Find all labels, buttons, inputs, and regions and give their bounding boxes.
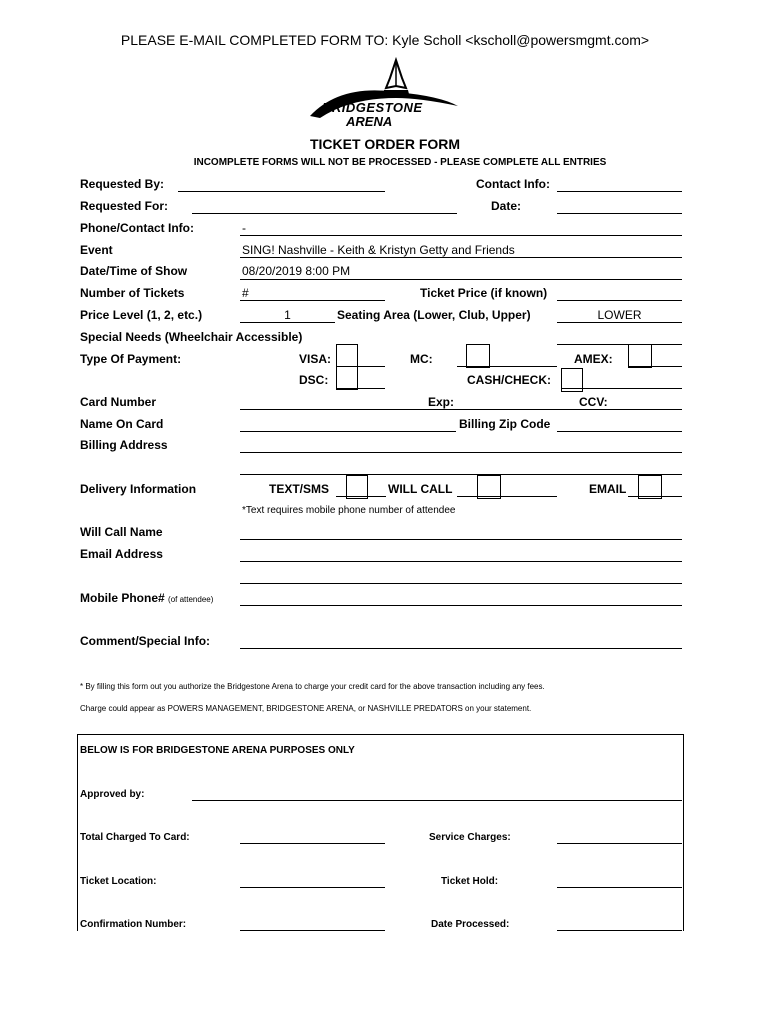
ticket-location-field[interactable] xyxy=(240,887,385,888)
requested-by-field[interactable] xyxy=(178,191,385,192)
will-call-label: WILL CALL xyxy=(388,482,453,496)
cash-check-underline xyxy=(561,388,682,389)
date-processed-label: Date Processed: xyxy=(431,919,510,930)
event-label: Event xyxy=(80,243,113,257)
mobile-phone-label xyxy=(80,591,213,605)
comment-label: Comment/Special Info: xyxy=(80,634,211,648)
approved-by-field[interactable] xyxy=(192,800,682,801)
arena-section-heading: BELOW IS FOR BRIDGESTONE ARENA PURPOSES ONLY xyxy=(80,745,355,756)
date-field[interactable] xyxy=(557,213,682,214)
name-on-card-field[interactable] xyxy=(240,431,456,432)
num-tickets-value[interactable]: # xyxy=(242,286,249,300)
mc-checkbox[interactable] xyxy=(466,344,490,368)
requested-for-label: Requested For: xyxy=(80,199,169,213)
exp-label: Exp: xyxy=(428,395,455,409)
billing-address-field-2[interactable] xyxy=(240,474,682,475)
event-field[interactable] xyxy=(240,257,682,258)
special-needs-label: Special Needs (Wheelchair Accessible) xyxy=(80,330,303,344)
num-tickets-label: Number of Tickets xyxy=(80,286,185,300)
cash-check-label: CASH/CHECK: xyxy=(467,373,551,387)
amex-label: AMEX: xyxy=(574,352,613,366)
phone-contact-value[interactable]: - xyxy=(242,221,246,235)
ticket-price-field[interactable] xyxy=(557,300,682,301)
logo-arena-text: ARENA xyxy=(346,114,393,129)
phone-contact-label: Phone/Contact Info: xyxy=(80,221,194,235)
dsc-label: DSC: xyxy=(299,373,329,387)
date-label: Date: xyxy=(491,199,522,213)
delivery-info-label: Delivery Information xyxy=(80,482,197,496)
contact-info-label: Contact Info: xyxy=(476,177,550,191)
ccv-label: CCV: xyxy=(579,395,608,409)
will-call-underline xyxy=(457,496,557,497)
datetime-value[interactable]: 08/20/2019 8:00 PM xyxy=(242,264,351,278)
ticket-hold-field[interactable] xyxy=(557,887,682,888)
mobile-phone-text: Mobile Phone# xyxy=(80,591,165,605)
ticket-price-label: Ticket Price (if known) xyxy=(420,286,548,300)
requested-for-field[interactable] xyxy=(192,213,457,214)
confirmation-number-label: Confirmation Number: xyxy=(80,919,187,930)
total-charged-field[interactable] xyxy=(240,843,385,844)
visa-checkbox[interactable] xyxy=(336,344,358,368)
billing-address-label: Billing Address xyxy=(80,438,168,452)
email-address-field-2[interactable] xyxy=(240,583,682,584)
will-call-name-label: Will Call Name xyxy=(80,525,163,539)
seating-area-field[interactable] xyxy=(557,322,682,323)
comment-field[interactable] xyxy=(240,648,682,649)
billing-zip-field[interactable] xyxy=(557,431,682,432)
seating-area-value[interactable]: LOWER xyxy=(597,308,642,322)
charge-statement-note: Charge could appear as POWERS MANAGEMENT, BRIDGESTONE ARENA, or NASHVILLE PREDATORS on your statement. xyxy=(80,704,532,713)
seating-area-label: Seating Area (Lower, Club, Upper) xyxy=(337,308,531,322)
service-charges-label: Service Charges: xyxy=(429,832,511,843)
requested-by-label: Requested By: xyxy=(80,177,165,191)
total-charged-label: Total Charged To Card: xyxy=(80,832,190,843)
date-processed-field[interactable] xyxy=(557,930,682,931)
email-instruction: PLEASE E-MAIL COMPLETED FORM TO: Kyle Scholl <kscholl@powersmgmt.com> xyxy=(120,32,650,48)
billing-zip-label: Billing Zip Code xyxy=(459,417,551,431)
ticket-location-label: Ticket Location: xyxy=(80,876,157,887)
card-number-field[interactable] xyxy=(240,409,682,410)
approved-by-label: Approved by: xyxy=(80,789,145,800)
amex-checkbox[interactable] xyxy=(628,344,652,368)
confirmation-number-field[interactable] xyxy=(240,930,385,931)
event-value[interactable]: SING! Nashville - Keith & Kristyn Getty and Friends xyxy=(242,243,515,257)
mobile-phone-field[interactable] xyxy=(240,605,682,606)
email-label: EMAIL xyxy=(589,482,627,496)
service-charges-field[interactable] xyxy=(557,843,682,844)
email-underline xyxy=(628,496,682,497)
ticket-hold-label: Ticket Hold: xyxy=(441,876,499,887)
billing-address-field-1[interactable] xyxy=(240,452,682,453)
text-sms-label: TEXT/SMS xyxy=(269,482,330,496)
amex-underline xyxy=(628,366,682,367)
datetime-field[interactable] xyxy=(240,279,682,280)
special-needs-field[interactable] xyxy=(557,344,682,345)
mobile-phone-note: (of attendee) xyxy=(168,595,214,604)
will-call-name-field[interactable] xyxy=(240,539,682,540)
authorization-note: * By filling this form out you authorize the Bridgestone Arena to charge your credit card for the above transaction including any fees. xyxy=(80,682,545,691)
card-number-label: Card Number xyxy=(80,395,157,409)
price-level-value[interactable]: 1 xyxy=(284,308,291,322)
mc-label: MC: xyxy=(410,352,433,366)
text-sms-underline xyxy=(336,496,386,497)
visa-label: VISA: xyxy=(299,352,332,366)
form-subtitle: INCOMPLETE FORMS WILL NOT BE PROCESSED - PLEASE COMPLETE ALL ENTRIES xyxy=(193,157,607,168)
dsc-underline xyxy=(336,388,385,389)
mc-underline xyxy=(457,366,557,367)
form-title: TICKET ORDER FORM xyxy=(309,136,461,152)
phone-contact-field[interactable] xyxy=(240,235,682,236)
email-address-label: Email Address xyxy=(80,547,163,561)
datetime-label: Date/Time of Show xyxy=(80,264,188,278)
logo-brand-text: BRIDGESTONE xyxy=(322,100,423,115)
payment-type-label: Type Of Payment: xyxy=(80,352,182,366)
bridgestone-arena-logo xyxy=(300,56,465,132)
text-requirement-note: *Text requires mobile phone number of attendee xyxy=(242,505,456,516)
name-on-card-label: Name On Card xyxy=(80,417,164,431)
price-level-label: Price Level (1, 2, etc.) xyxy=(80,308,203,322)
price-level-field[interactable] xyxy=(240,322,335,323)
contact-info-field[interactable] xyxy=(557,191,682,192)
dsc-checkbox[interactable] xyxy=(336,366,358,390)
email-address-field-1[interactable] xyxy=(240,561,682,562)
num-tickets-field[interactable] xyxy=(240,300,385,301)
